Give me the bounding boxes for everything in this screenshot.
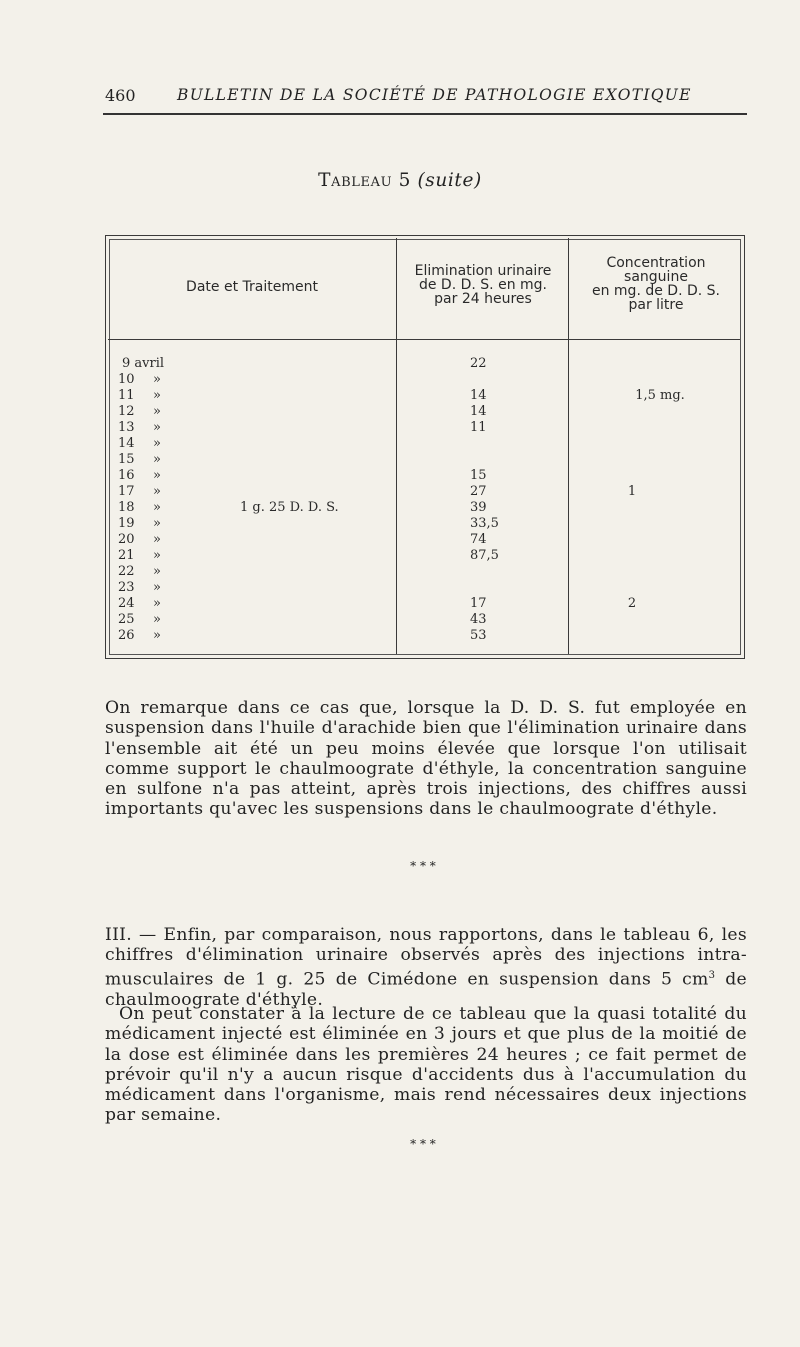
table-row-date: 15 xyxy=(118,452,135,467)
table-row-elimination: 53 xyxy=(470,628,487,643)
table-caption-label: Tableau xyxy=(318,170,393,191)
table-column-divider xyxy=(396,238,397,654)
ditto-mark: » xyxy=(153,372,161,387)
superscript: 3 xyxy=(708,969,716,981)
ditto-mark: » xyxy=(153,500,161,515)
table-row-date: 16 xyxy=(118,468,135,483)
ditto-mark: » xyxy=(153,516,161,531)
ditto-mark: » xyxy=(153,420,161,435)
paragraph-text-part: III. — Enfin, par comparaison, nous rapportons, dans le tableau 6, les chiffres d'élimination urinaire observés après des injections intra-musculaires de 1 g. 25 de Cimédone en suspension dans 5 cm xyxy=(105,925,747,990)
table-row-date: 26 xyxy=(118,628,135,643)
ditto-mark: » xyxy=(153,628,161,643)
ditto-mark: » xyxy=(153,404,161,419)
header-rule xyxy=(103,113,747,115)
ditto-mark: » xyxy=(153,468,161,483)
table-row-elimination: 14 xyxy=(470,404,487,419)
paragraph-text: On peut constater à la lecture de ce tableau que la quasi totalité du médicament injecté est éliminée en 3 jours et que plus de la moitié de la dose est éliminée dans les premières 24 heures ; ce fait permet de prévoir qu'il n'y a aucun risque d'accidents dus à l'accumulation du médicament dans l'organisme, mais rend nécessaires deux injections par semaine. xyxy=(105,1004,747,1126)
header-line: de D. D. S. en mg. xyxy=(418,277,547,293)
table-row-elimination: 14 xyxy=(470,388,487,403)
table-row-concentration: 1,5 mg. xyxy=(635,388,685,403)
ditto-mark: » xyxy=(153,436,161,451)
table-row-date: 25 xyxy=(118,612,135,627)
ditto-mark: » xyxy=(153,452,161,467)
ditto-mark: » xyxy=(153,580,161,595)
table-row-date: 9 avril xyxy=(122,356,165,371)
table-row-concentration: 2 xyxy=(627,596,637,611)
paragraph-text: On remarque dans ce cas que, lorsque la D. D. S. fut employée en suspension dans l'huile d'arachide bien que l'élimination urinaire dans l'ensemble ait été un peu moins élevée que lorsque l'on utilisait comme support le chaulmoograte d'éthyle, la concentration sanguine en sulfone n'a pas atteint, après trois injections, des chiffres aussi importants qu'avec les suspensions dans le chaulmoograte d'éthyle. xyxy=(105,698,747,820)
ditto-mark: » xyxy=(153,596,161,611)
paragraph-text xyxy=(105,925,747,1010)
table-row-date: 19 xyxy=(118,516,135,531)
header-line: Concentration xyxy=(606,255,706,271)
table-row-elimination: 74 xyxy=(470,532,487,547)
table-header-divider xyxy=(108,339,740,340)
table-row-date: 22 xyxy=(118,564,135,579)
table-column-divider xyxy=(568,238,569,654)
paragraph-text-part: de chaulmoograte d'éthyle. xyxy=(105,969,747,1010)
table-row-elimination: 87,5 xyxy=(470,548,499,563)
header-line: par litre xyxy=(628,297,684,313)
ditto-mark: » xyxy=(153,548,161,563)
table-row-date: 13 xyxy=(118,420,135,435)
table-caption-number: 5 xyxy=(398,170,411,191)
column-header-date-treatment: Date et Traitement xyxy=(186,279,318,295)
table-row-elimination: 15 xyxy=(470,468,487,483)
table-row-date: 21 xyxy=(118,548,135,563)
table-row-date: 11 xyxy=(118,388,135,403)
table-row-elimination: 27 xyxy=(470,484,487,499)
table-row-date: 24 xyxy=(118,596,135,611)
table-row-elimination: 17 xyxy=(470,596,487,611)
ditto-mark: » xyxy=(153,388,161,403)
table-row-date: 10 xyxy=(118,372,135,387)
header-line: Elimination urinaire xyxy=(414,263,552,279)
paragraph-section-iii xyxy=(105,925,747,1010)
running-head xyxy=(105,86,748,108)
table-row-date: 23 xyxy=(118,580,135,595)
column-header-concentration xyxy=(570,256,742,312)
ditto-mark: » xyxy=(153,612,161,627)
table-row-elimination: 43 xyxy=(470,612,487,627)
asterism: * * * xyxy=(410,1137,436,1151)
table-row-date: 18 xyxy=(118,500,135,515)
table-row-treatment: 1 g. 25 D. D. S. xyxy=(240,500,339,515)
table-caption-suffix: (suite) xyxy=(417,170,482,191)
ditto-mark: » xyxy=(153,564,161,579)
table-row-date: 17 xyxy=(118,484,135,499)
page-number: 460 xyxy=(105,86,136,105)
header-line: par 24 heures xyxy=(434,291,532,307)
table-row-elimination: 33,5 xyxy=(470,516,499,531)
table-row-elimination: 11 xyxy=(470,420,487,435)
ditto-mark: » xyxy=(153,532,161,547)
table-row-elimination: 39 xyxy=(470,500,487,515)
table-row-elimination: 22 xyxy=(470,356,487,371)
column-header-elimination xyxy=(398,264,568,306)
table-row-date: 12 xyxy=(118,404,135,419)
header-line: sanguine xyxy=(624,269,688,285)
table-row-date: 14 xyxy=(118,436,135,451)
asterism: * * * xyxy=(410,859,436,873)
journal-title: BULLETIN DE LA SOCIÉTÉ DE PATHOLOGIE EXOTIQUE xyxy=(177,86,692,104)
header-line: en mg. de D. D. S. xyxy=(591,283,720,299)
paragraph-conclusion xyxy=(105,1004,747,1126)
table-caption xyxy=(0,170,800,191)
table-row-concentration: 1 xyxy=(627,484,637,499)
ditto-mark: » xyxy=(153,484,161,499)
paragraph-remark xyxy=(105,698,747,820)
table-row-date: 20 xyxy=(118,532,135,547)
